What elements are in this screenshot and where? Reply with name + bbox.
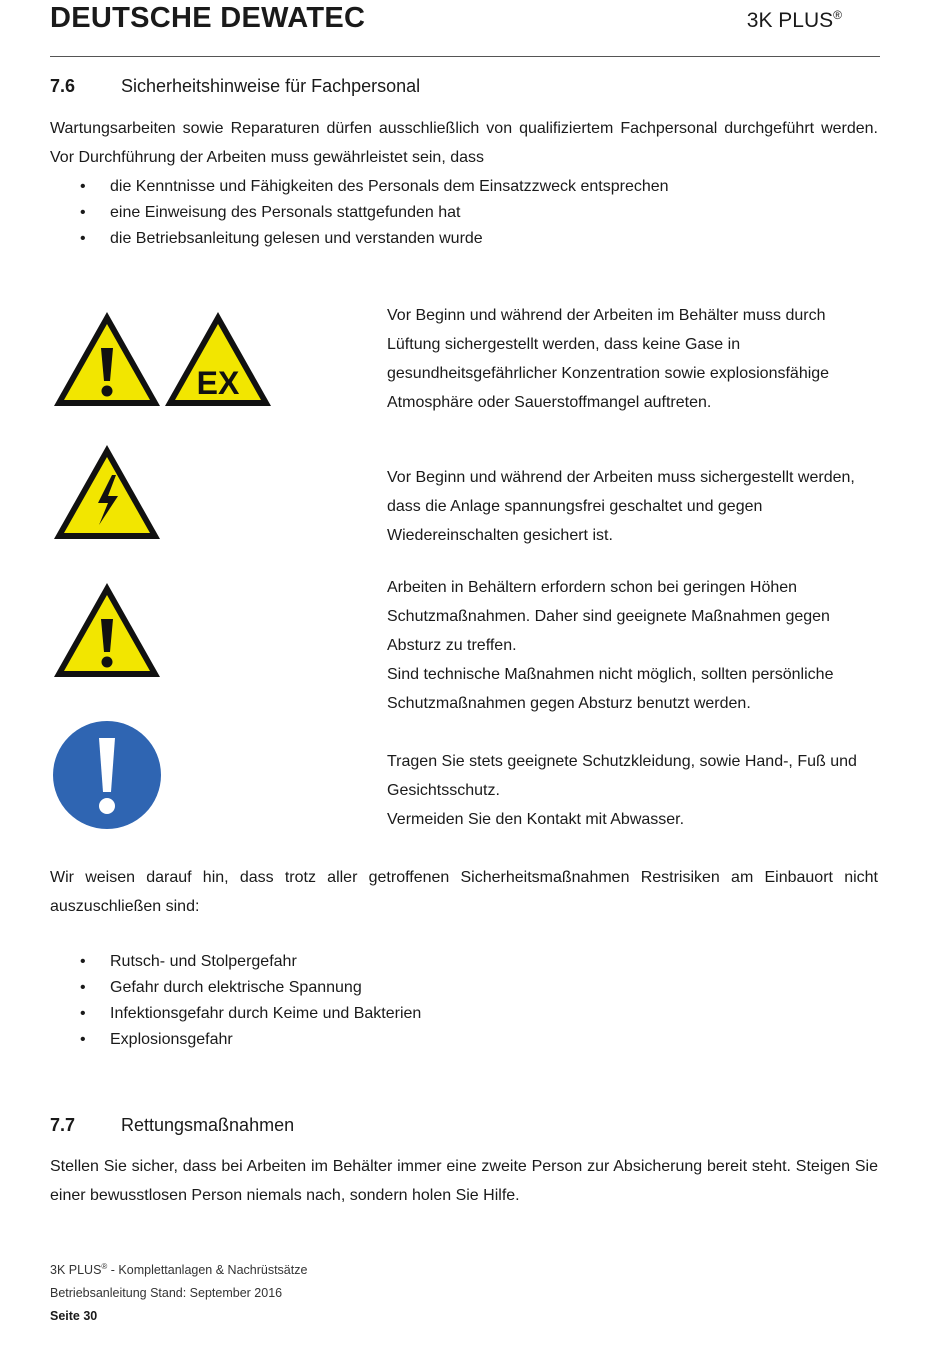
- registered-mark: ®: [833, 8, 842, 22]
- footer-product: 3K PLUS: [50, 1263, 102, 1278]
- warning-general-icon: [52, 310, 162, 408]
- footer-manual-line: Betriebsanleitung Stand: September 2016: [50, 1286, 283, 1300]
- section-title: Sicherheitshinweise für Fachpersonal: [121, 76, 421, 96]
- warning-general-icon: [52, 581, 162, 679]
- section-number: 7.6: [50, 76, 76, 96]
- note-ventilation: [387, 301, 867, 417]
- note-fall-protection: [387, 573, 867, 718]
- company-name: DEUTSCHE DEWATEC: [50, 2, 366, 34]
- note-text: Arbeiten in Behältern erfordern schon bei geringen Höhen Schutzmaßnahmen. Daher sind geeignete Maßnahmen gegen Absturz zu treffen.: [387, 579, 830, 654]
- list-item: • eine Einweisung des Personals stattgefunden hat: [50, 200, 669, 226]
- product-name: [747, 8, 842, 33]
- list-item: • Gefahr durch elektrische Spannung: [50, 975, 421, 1001]
- note-voltage: [387, 463, 867, 550]
- section-number: 7.7: [50, 1115, 76, 1135]
- note-protective-gear: [387, 747, 867, 834]
- section-title: Rettungsmaßnahmen: [121, 1115, 295, 1135]
- registered-mark: ®: [101, 1262, 108, 1271]
- section-heading-7-7: [50, 1115, 294, 1136]
- page-number: Seite 30: [50, 1309, 98, 1323]
- list-item: • Infektionsgefahr durch Keime und Bakterien: [50, 1001, 421, 1027]
- note-text: Vermeiden Sie den Kontakt mit Abwasser.: [387, 811, 685, 828]
- qualification-list: [50, 174, 669, 252]
- footer-product-suffix: - Komplettanlagen & Nachrüstsätze: [107, 1263, 308, 1278]
- list-item: • Rutsch- und Stolpergefahr: [50, 949, 421, 975]
- section-heading-7-6: [50, 76, 420, 97]
- note-text: Tragen Sie stets geeignete Schutzkleidung, sowie Hand-, Fuß und Gesichtsschutz.: [387, 753, 857, 799]
- warning-explosive-atmosphere-icon: [163, 310, 273, 408]
- list-item: • die Betriebsanleitung gelesen und verstanden wurde: [50, 226, 669, 252]
- note-text: Sind technische Maßnahmen nicht möglich, sollten persönliche Schutzmaßnahmen gegen Absturz benutzt werden.: [387, 666, 834, 712]
- residual-risk-paragraph: Wir weisen darauf hin, dass trotz aller getroffenen Sicherheitsmaßnahmen Restrisiken am Einbauort nicht auszuschließen sind:: [50, 869, 878, 915]
- note-text: Vor Beginn und während der Arbeiten im Behälter muss durch Lüftung sichergestellt werden, dass keine Gase in gesundheitsgefährlicher Konzentration sowie explosionsfähige Atmosphäre oder Sauerstoffmangel auftreten.: [387, 307, 830, 411]
- list-item: • die Kenntnisse und Fähigkeiten des Personals dem Einsatzzweck entsprechen: [50, 174, 669, 200]
- warning-electricity-icon: [52, 443, 162, 541]
- intro-paragraph: Wartungsarbeiten sowie Reparaturen dürfen ausschließlich von qualifiziertem Fachpersonal durchgeführt werden. Vor Durchführung der Arbeiten muss gewährleistet sein, dass: [50, 120, 878, 166]
- product-name-text: 3K PLUS: [746, 9, 834, 32]
- list-item: • Explosionsgefahr: [50, 1027, 421, 1053]
- mandatory-general-icon: [52, 720, 162, 830]
- note-text: Vor Beginn und während der Arbeiten muss sichergestellt werden, dass die Anlage spannungsfrei geschaltet und gegen Wiedereinschalten gesichert ist.: [387, 469, 855, 544]
- rescue-paragraph: Stellen Sie sicher, dass bei Arbeiten im Behälter immer eine zweite Person zur Absicherung bereit steht. Steigen Sie einer bewusstlosen Person niemals nach, sondern holen Sie Hilfe.: [50, 1158, 878, 1204]
- page-header: [50, 0, 880, 57]
- ex-label: EX: [196, 365, 240, 401]
- residual-risk-list: [50, 949, 421, 1053]
- footer-product-line: [50, 1262, 307, 1277]
